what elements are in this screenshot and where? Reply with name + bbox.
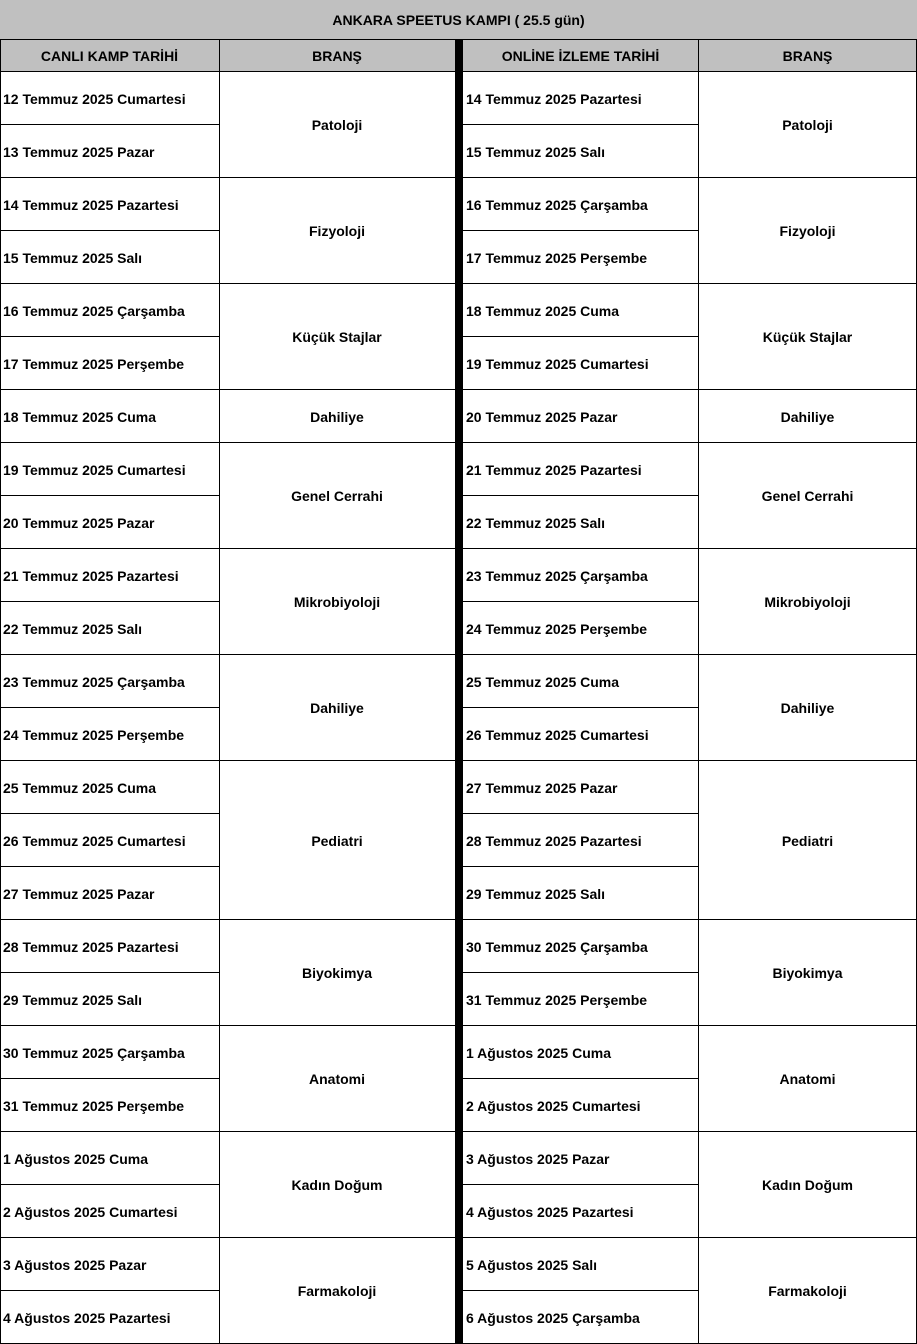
col-line [219, 39, 220, 1344]
column-group-separator [455, 39, 463, 1344]
row-line [463, 124, 698, 125]
live-date-cell: 31 Temmuz 2025 Perşembe [3, 1097, 185, 1114]
header-live-branch: BRANŞ [219, 39, 455, 72]
live-date-cell: 23 Temmuz 2025 Çarşamba [3, 673, 185, 690]
online-date-cell: 4 Ağustos 2025 Pazartesi [466, 1203, 634, 1220]
row-line [463, 866, 698, 867]
online-date-cell: 1 Ağustos 2025 Cuma [466, 1044, 611, 1061]
live-date-cell: 18 Temmuz 2025 Cuma [3, 408, 157, 425]
online-date-cell: 26 Temmuz 2025 Cumartesi [466, 726, 649, 743]
live-branch-cell: Kadın Doğum [291, 1177, 383, 1193]
row-line [0, 1290, 219, 1291]
online-branch-cell: Pediatri [781, 832, 834, 849]
row-line [0, 813, 219, 814]
row-line [0, 124, 219, 125]
live-date-cell: 17 Temmuz 2025 Perşembe [3, 355, 185, 372]
row-line [0, 230, 219, 231]
online-date-cell: 14 Temmuz 2025 Pazartesi [466, 90, 642, 107]
online-date-cell: 15 Temmuz 2025 Salı [466, 143, 606, 160]
live-date-cell: 28 Temmuz 2025 Pazartesi [3, 938, 179, 955]
live-branch-cell: Genel Cerrahi [291, 488, 383, 504]
live-date-cell: 19 Temmuz 2025 Cumartesi [3, 461, 186, 478]
row-line [0, 707, 219, 708]
row-line [0, 1078, 219, 1079]
live-branch-cell: Anatomi [309, 1071, 365, 1087]
live-branch-cell: Dahiliye [310, 408, 364, 425]
online-date-cell: 6 Ağustos 2025 Çarşamba [466, 1309, 640, 1326]
live-date-cell: 15 Temmuz 2025 Salı [3, 249, 143, 266]
online-date-cell: 16 Temmuz 2025 Çarşamba [466, 196, 648, 213]
live-date-cell: 12 Temmuz 2025 Cumartesi [3, 90, 186, 107]
header-online-date: ONLİNE İZLEME TARİHİ [463, 39, 698, 72]
live-branch-cell: Küçük Stajlar [292, 329, 382, 345]
live-date-cell: 22 Temmuz 2025 Salı [3, 620, 143, 637]
online-date-cell: 30 Temmuz 2025 Çarşamba [466, 938, 648, 955]
col-line [698, 39, 699, 1344]
row-line [463, 1290, 698, 1291]
live-date-cell: 27 Temmuz 2025 Pazar [3, 885, 155, 902]
online-date-cell: 18 Temmuz 2025 Cuma [466, 302, 620, 319]
live-date-cell: 4 Ağustos 2025 Pazartesi [3, 1309, 171, 1326]
online-date-cell: 17 Temmuz 2025 Perşembe [466, 249, 648, 266]
online-date-cell: 31 Temmuz 2025 Perşembe [466, 991, 648, 1008]
row-line [463, 601, 698, 602]
live-branch-cell: Biyokimya [301, 965, 373, 981]
row-line [463, 972, 698, 973]
live-branch-cell: Mikrobiyoloji [293, 594, 381, 610]
row-line [463, 495, 698, 496]
online-branch-cell: Kadın Doğum [762, 1177, 853, 1193]
row-line [463, 707, 698, 708]
online-branch-cell: Dahiliye [780, 408, 835, 425]
header-live-date: CANLI KAMP TARİHİ [0, 39, 219, 72]
live-date-cell: 14 Temmuz 2025 Pazartesi [3, 196, 179, 213]
live-date-cell: 2 Ağustos 2025 Cumartesi [3, 1203, 178, 1220]
row-line [0, 972, 219, 973]
row-line [0, 601, 219, 602]
row-line [0, 866, 219, 867]
live-date-cell: 24 Temmuz 2025 Perşembe [3, 726, 185, 743]
live-date-cell: 30 Temmuz 2025 Çarşamba [3, 1044, 185, 1061]
online-date-cell: 22 Temmuz 2025 Salı [466, 514, 606, 531]
sheet-title: ANKARA SPEETUS KAMPI ( 25.5 gün) [0, 0, 917, 39]
online-branch-cell: Biyokimya [772, 965, 843, 981]
online-branch-cell: Anatomi [779, 1071, 836, 1087]
header-online-branch: BRANŞ [698, 39, 917, 72]
online-branch-cell: Fizyoloji [779, 223, 836, 239]
row-line [463, 813, 698, 814]
live-date-cell: 16 Temmuz 2025 Çarşamba [3, 302, 185, 319]
online-branch-cell: Farmakoloji [768, 1283, 847, 1299]
live-date-cell: 25 Temmuz 2025 Cuma [3, 779, 157, 796]
live-date-cell: 13 Temmuz 2025 Pazar [3, 143, 155, 160]
online-date-cell: 24 Temmuz 2025 Perşembe [466, 620, 648, 637]
row-line [0, 495, 219, 496]
live-date-cell: 26 Temmuz 2025 Cumartesi [3, 832, 186, 849]
row-line [463, 336, 698, 337]
online-date-cell: 21 Temmuz 2025 Pazartesi [466, 461, 642, 478]
live-date-cell: 1 Ağustos 2025 Cuma [3, 1150, 148, 1167]
online-date-cell: 27 Temmuz 2025 Pazar [466, 779, 618, 796]
online-branch-cell: Genel Cerrahi [761, 488, 854, 504]
online-date-cell: 2 Ağustos 2025 Cumartesi [466, 1097, 641, 1114]
online-branch-cell: Dahiliye [780, 700, 835, 716]
live-date-cell: 21 Temmuz 2025 Pazartesi [3, 567, 179, 584]
live-date-cell: 29 Temmuz 2025 Salı [3, 991, 143, 1008]
row-line [0, 1184, 219, 1185]
live-branch-cell: Dahiliye [310, 700, 364, 716]
online-date-cell: 29 Temmuz 2025 Salı [466, 885, 606, 902]
online-date-cell: 23 Temmuz 2025 Çarşamba [466, 567, 648, 584]
live-date-cell: 3 Ağustos 2025 Pazar [3, 1256, 147, 1273]
row-line [463, 1078, 698, 1079]
online-date-cell: 19 Temmuz 2025 Cumartesi [466, 355, 649, 372]
online-date-cell: 20 Temmuz 2025 Pazar [466, 408, 618, 425]
live-branch-cell: Farmakoloji [297, 1283, 377, 1299]
live-branch-cell: Fizyoloji [309, 223, 365, 239]
online-date-cell: 25 Temmuz 2025 Cuma [466, 673, 620, 690]
online-branch-cell: Mikrobiyoloji [764, 594, 851, 610]
online-date-cell: 5 Ağustos 2025 Salı [466, 1256, 597, 1273]
row-line [463, 230, 698, 231]
online-date-cell: 3 Ağustos 2025 Pazar [466, 1150, 610, 1167]
row-line [0, 336, 219, 337]
col-line [0, 39, 1, 1344]
online-branch-cell: Patoloji [782, 117, 833, 133]
row-line [463, 1184, 698, 1185]
live-branch-cell: Patoloji [311, 117, 363, 133]
online-branch-cell: Küçük Stajlar [762, 329, 853, 345]
online-date-cell: 28 Temmuz 2025 Pazartesi [466, 832, 642, 849]
live-branch-cell: Pediatri [311, 832, 363, 849]
live-date-cell: 20 Temmuz 2025 Pazar [3, 514, 155, 531]
